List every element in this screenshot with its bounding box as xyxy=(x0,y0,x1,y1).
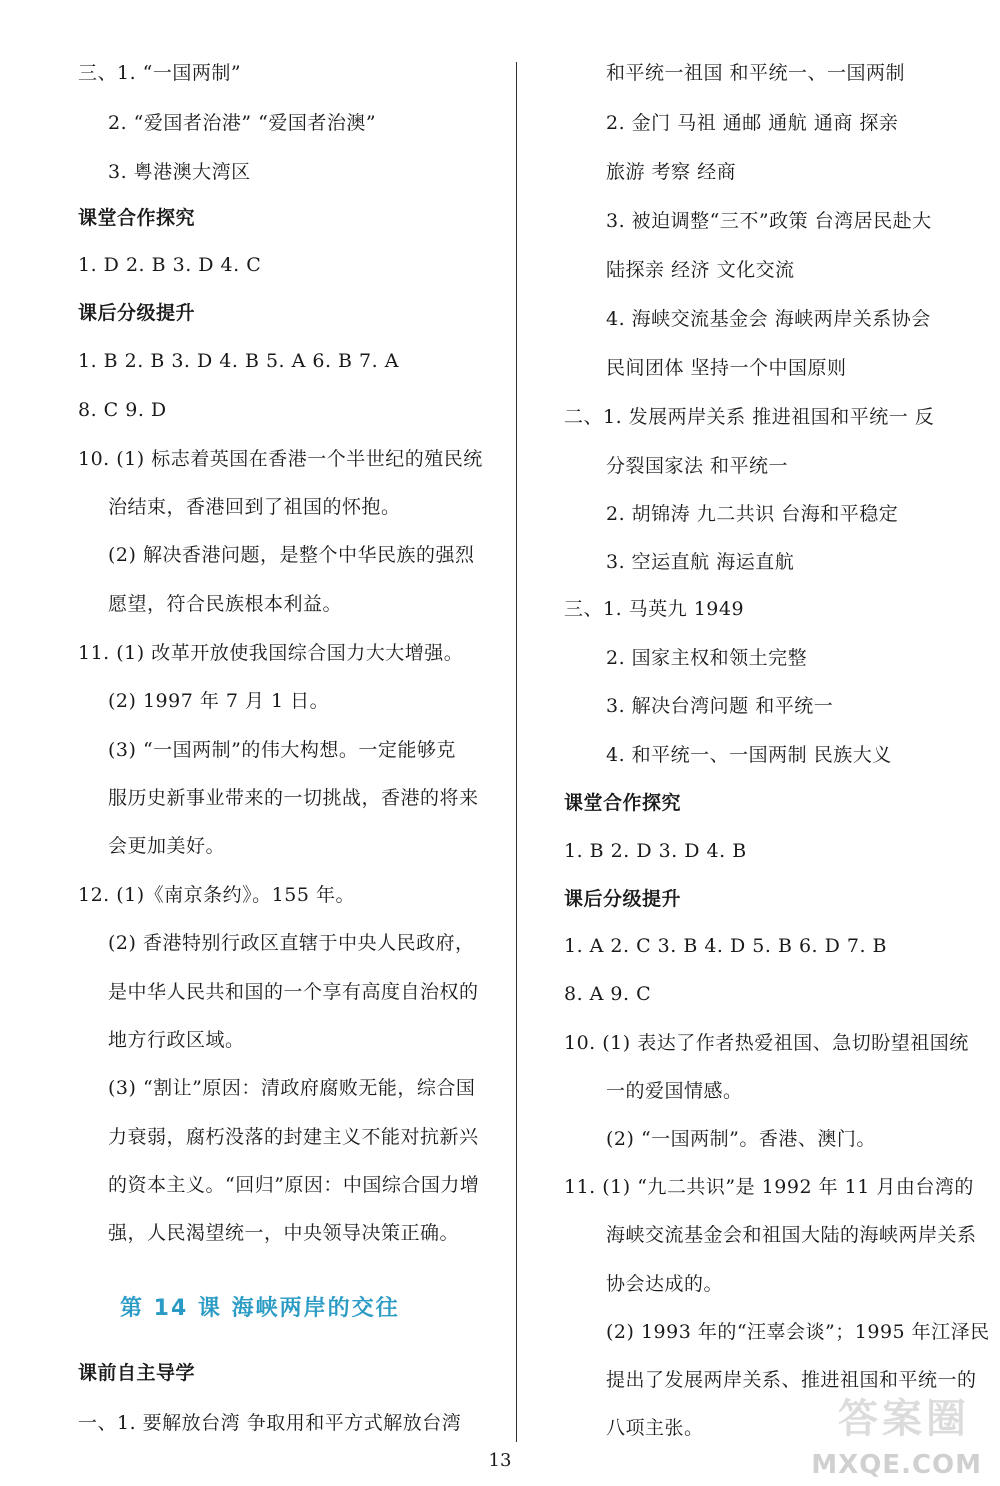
text-line: 力衰弱，腐朽没落的封建主义不能对抗新兴 xyxy=(108,1126,479,1148)
text-line: 11. (1) 改革开放使我国综合国力大大增强。 xyxy=(78,642,464,664)
text-line: 治结束，香港回到了祖国的怀抱。 xyxy=(108,496,401,518)
text-line: 3. 空运直航 海运直航 xyxy=(606,551,795,573)
text-line: 一的爱国情感。 xyxy=(606,1080,743,1102)
text-line: 协会达成的。 xyxy=(606,1273,724,1295)
section-heading: 课后分级提升 xyxy=(78,302,196,324)
text-line: (3) “一国两制”的伟大构想。一定能够克 xyxy=(108,739,456,761)
text-line: 4. 和平统一、一国两制 民族大义 xyxy=(606,744,892,766)
section-heading: 课堂合作探究 xyxy=(564,792,682,814)
text-line: 强，人民渴望统一，中央领导决策正确。 xyxy=(108,1222,460,1244)
text-line: (3) “割让”原因：清政府腐败无能，综合国 xyxy=(108,1077,476,1099)
text-line: 的资本主义。“回归”原因：中国综合国力增 xyxy=(108,1174,480,1196)
text-line: 12. (1)《南京条约》。155 年。 xyxy=(78,884,355,906)
answer-line: 1. B 2. B 3. D 4. B 5. A 6. B 7. A xyxy=(78,350,399,372)
text-line: 分裂国家法 和平统一 xyxy=(606,455,789,477)
answer-line: 1. A 2. C 3. B 4. D 5. B 6. D 7. B xyxy=(564,935,888,957)
text-line: 是中华人民共和国的一个享有高度自治权的 xyxy=(108,981,479,1003)
text-line: 2. 胡锦涛 九二共识 台海和平稳定 xyxy=(606,503,899,525)
watermark-text: MXQE.COM xyxy=(811,1450,982,1480)
text-line: (2) 1993 年的“汪辜会谈”；1995 年江泽民 xyxy=(606,1321,990,1343)
text-line: 3. 解决台湾问题 和平统一 xyxy=(606,695,834,717)
column-divider xyxy=(516,62,517,1442)
answer-line: 1. B 2. D 3. D 4. B xyxy=(564,840,747,862)
text-line: 三、1. 马英九 1949 xyxy=(564,598,745,620)
watermark-logo xyxy=(740,1396,990,1486)
text-line: 海峡交流基金会和祖国大陆的海峡两岸关系 xyxy=(606,1224,977,1246)
section-heading: 课后分级提升 xyxy=(564,888,682,910)
text-line: 提出了发展两岸关系、推进祖国和平统一的 xyxy=(606,1369,977,1391)
section-heading: 课前自主导学 xyxy=(78,1362,196,1384)
text-line: (2) 香港特别行政区直辖于中央人民政府， xyxy=(108,932,475,954)
text-line: 愿望，符合民族根本利益。 xyxy=(108,593,343,615)
text-line: 3. 被迫调整“三不”政策 台湾居民赴大 xyxy=(606,210,932,232)
text-line: 2. 国家主权和领土完整 xyxy=(606,647,808,669)
section-heading: 课堂合作探究 xyxy=(78,207,196,229)
lesson-title: 第 14 课 海峡两岸的交往 xyxy=(120,1296,400,1321)
text-line: (2) 1997 年 7 月 1 日。 xyxy=(108,690,330,712)
text-line: (2) 解决香港问题，是整个中华民族的强烈 xyxy=(108,544,475,566)
watermark-cn: 答案圈 xyxy=(838,1396,970,1442)
text-line: 八项主张。 xyxy=(606,1417,704,1439)
answer-line: 8. A 9. C xyxy=(564,983,652,1005)
answer-line: 1. D 2. B 3. D 4. C xyxy=(78,254,262,276)
text-line: 和平统一祖国 和平统一、一国两制 xyxy=(606,62,906,84)
text-line: 地方行政区域。 xyxy=(108,1029,245,1051)
text-line: 2. “爱国者治港” “爱国者治澳” xyxy=(108,112,377,134)
text-line: 陆探亲 经济 文化交流 xyxy=(606,259,795,281)
text-line: 二、1. 发展两岸关系 推进祖国和平统一 反 xyxy=(564,406,935,428)
text-line: 2. 金门 马祖 通邮 通航 通商 探亲 xyxy=(606,112,899,134)
text-line: 旅游 考察 经商 xyxy=(606,161,737,183)
text-line: 4. 海峡交流基金会 海峡两岸关系协会 xyxy=(606,308,931,330)
text-line: 服历史新事业带来的一切挑战，香港的将来 xyxy=(108,787,479,809)
text-line: 会更加美好。 xyxy=(108,835,226,857)
text-line: 11. (1) “九二共识”是 1992 年 11 月由台湾的 xyxy=(564,1176,974,1198)
text-line: (2) “一国两制”。香港、澳门。 xyxy=(606,1128,876,1150)
text-line: 一、1. 要解放台湾 争取用和平方式解放台湾 xyxy=(78,1412,462,1434)
text-line: 3. 粤港澳大湾区 xyxy=(108,161,251,183)
text-line: 三、1. “一国两制” xyxy=(78,62,242,84)
text-line: 民间团体 坚持一个中国原则 xyxy=(606,357,847,379)
answer-line: 8. C 9. D xyxy=(78,399,167,421)
text-line: 10. (1) 标志着英国在香港一个半世纪的殖民统 xyxy=(78,448,483,470)
page-number: 13 xyxy=(488,1450,512,1471)
text-line: 10. (1) 表达了作者热爱祖国、急切盼望祖国统 xyxy=(564,1032,969,1054)
